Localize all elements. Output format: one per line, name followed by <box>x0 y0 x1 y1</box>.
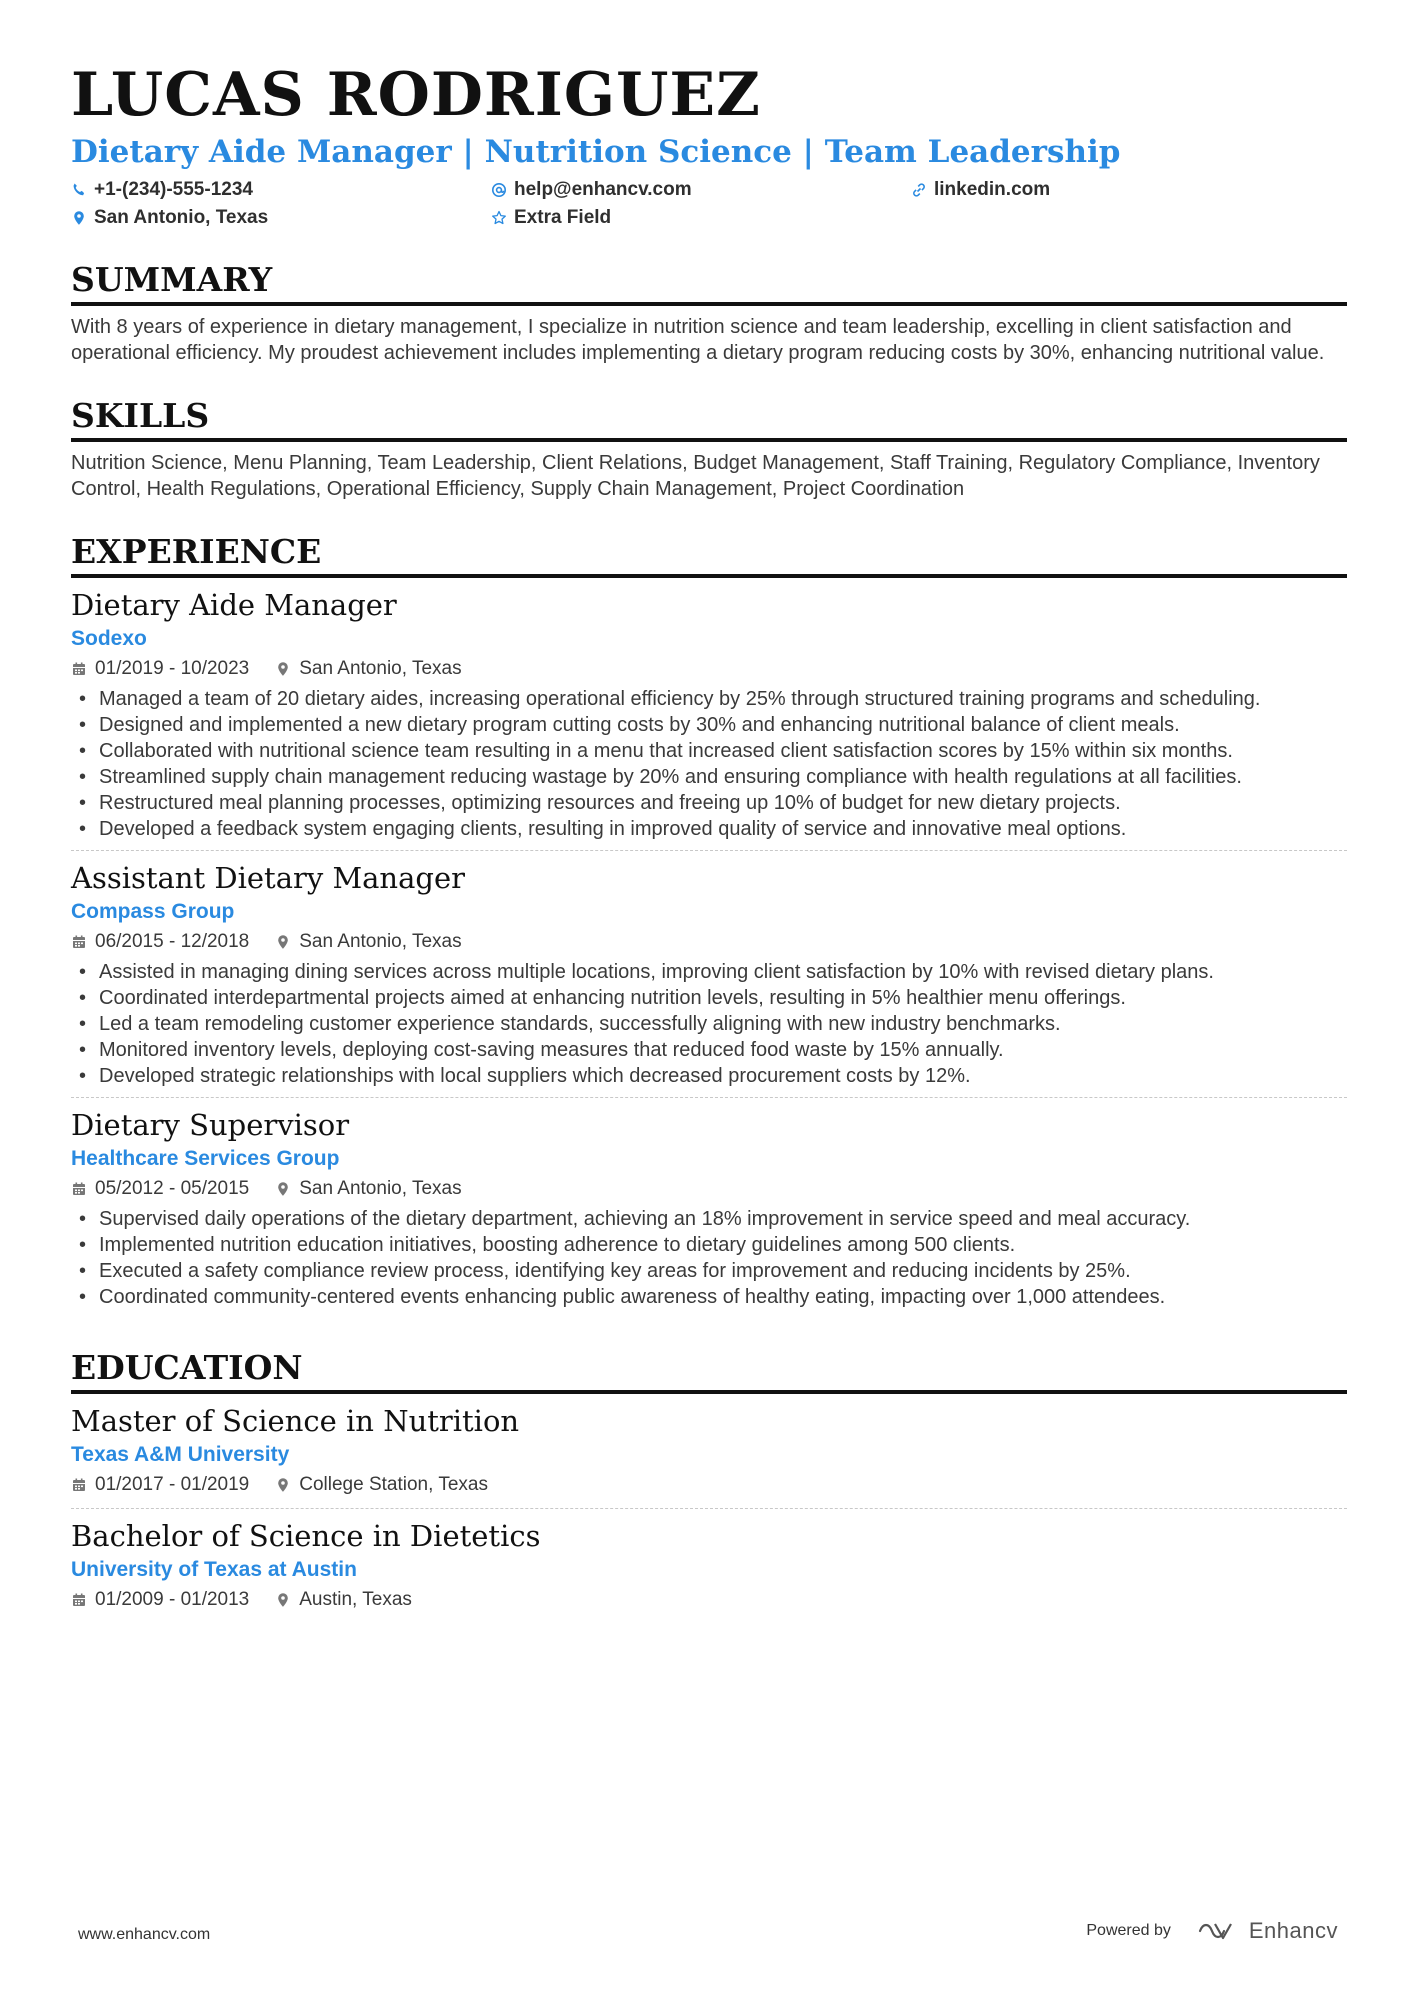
link-icon <box>911 182 927 198</box>
experience-section <box>71 532 1347 1318</box>
education-section <box>71 1348 1347 1623</box>
location-pin-icon <box>275 1181 291 1197</box>
bullet-item: • Managed a team of 20 dietary aides, increasing operational efficiency by 25% through structured training programs and scheduling. <box>71 686 1347 712</box>
job-dates: 06/2015 - 12/2018 <box>95 931 250 952</box>
degree-title: Bachelor of Science in Dietetics <box>71 1519 541 1553</box>
contact-email[interactable] <box>491 178 911 202</box>
job-location: San Antonio, Texas <box>299 931 462 952</box>
company-name[interactable]: Sodexo <box>71 627 147 650</box>
job-location: San Antonio, Texas <box>299 658 462 679</box>
summary-section <box>71 260 1347 366</box>
at-icon <box>491 182 507 198</box>
contact-email-text: help@enhancv.com <box>514 179 692 200</box>
summary-heading: SUMMARY <box>71 260 1347 306</box>
skills-heading: SKILLS <box>71 396 1347 442</box>
school-name[interactable]: University of Texas at Austin <box>71 1558 357 1581</box>
bullet-item: • Coordinated community-centered events enhancing public awareness of healthy eating, impacting over 1,000 attendees. <box>71 1284 1347 1310</box>
job-title: Assistant Dietary Manager <box>71 861 465 895</box>
contact-phone[interactable] <box>71 178 491 202</box>
enhancv-logo-icon <box>1197 1919 1243 1943</box>
location-pin-icon <box>275 934 291 950</box>
job-location: San Antonio, Texas <box>299 1178 462 1199</box>
education-dates: 01/2017 - 01/2019 <box>95 1474 250 1495</box>
experience-entry <box>71 586 1347 850</box>
contact-list <box>71 178 1347 230</box>
bullet-item: • Executed a safety compliance review process, identifying key areas for improvement and reducing incidents by 25%. <box>71 1258 1347 1284</box>
candidate-name: LUCAS RODRIGUEZ <box>71 60 761 130</box>
education-meta <box>71 1585 1347 1615</box>
calendar-icon <box>71 934 87 950</box>
contact-link[interactable] <box>911 178 1331 202</box>
location-pin-icon <box>275 1592 291 1608</box>
brand-name: Enhancv <box>1248 1918 1338 1943</box>
resume-header <box>71 60 1347 230</box>
degree-title: Master of Science in Nutrition <box>71 1404 520 1438</box>
bullet-item: • Designed and implemented a new dietary program cutting costs by 30% and enhancing nutritional balance of client meals. <box>71 712 1347 738</box>
bullet-item: • Collaborated with nutritional science team resulting in a menu that increased client satisfaction scores by 15% within six months. <box>71 738 1347 764</box>
powered-by[interactable] <box>1086 1918 1338 1944</box>
phone-icon <box>71 182 87 198</box>
education-meta <box>71 1470 1347 1500</box>
school-name[interactable]: Texas A&M University <box>71 1443 290 1466</box>
job-bullets <box>71 959 1347 1089</box>
education-entry <box>71 1508 1347 1623</box>
job-title: Dietary Supervisor <box>71 1108 350 1142</box>
bullet-item: • Monitored inventory levels, deploying cost-saving measures that reduced food waste by 15% annually. <box>71 1037 1347 1063</box>
location-pin-icon <box>71 210 87 226</box>
skills-text: Nutrition Science, Menu Planning, Team Leadership, Client Relations, Budget Management, Staff Training, Regulatory Compliance, Inventory Control, Health Regulations, Operational Efficiency, Supply Chain Management, Project Coordination <box>71 452 1320 500</box>
company-name[interactable]: Compass Group <box>71 900 235 923</box>
job-dates: 05/2012 - 05/2015 <box>95 1178 250 1199</box>
bullet-item: • Implemented nutrition education initiatives, boosting adherence to dietary guidelines among 500 clients. <box>71 1232 1347 1258</box>
job-title: Dietary Aide Manager <box>71 588 397 622</box>
education-location: College Station, Texas <box>299 1474 488 1495</box>
experience-heading: EXPERIENCE <box>71 532 1347 578</box>
bullet-item: • Assisted in managing dining services across multiple locations, improving client satisfaction by 10% with revised dietary plans. <box>71 959 1347 985</box>
calendar-icon <box>71 1592 87 1608</box>
skills-section <box>71 396 1347 502</box>
summary-text: With 8 years of experience in dietary management, I specialize in nutrition science and team leadership, excelling in client satisfaction and operational efficiency. My proudest achievement includes implementing a dietary program reducing costs by 30%, enhancing nutritional value. <box>71 316 1325 364</box>
experience-entry <box>71 1097 1347 1318</box>
bullet-item: • Developed a feedback system engaging clients, resulting in improved quality of service and innovative meal options. <box>71 816 1347 842</box>
bullet-item: • Supervised daily operations of the dietary department, achieving an 18% improvement in service speed and meal accuracy. <box>71 1206 1347 1232</box>
company-name[interactable]: Healthcare Services Group <box>71 1147 340 1170</box>
star-icon <box>491 210 507 226</box>
job-meta <box>71 654 1347 684</box>
bullet-item: • Led a team remodeling customer experience standards, successfully aligning with new industry benchmarks. <box>71 1011 1347 1037</box>
contact-extra-text: Extra Field <box>514 207 612 228</box>
job-meta <box>71 927 1347 957</box>
bullet-item: • Restructured meal planning processes, optimizing resources and freeing up 10% of budget for new dietary projects. <box>71 790 1347 816</box>
education-dates: 01/2009 - 01/2013 <box>95 1589 250 1610</box>
job-bullets <box>71 686 1347 842</box>
calendar-icon <box>71 661 87 677</box>
footer-website[interactable]: www.enhancv.com <box>78 1926 211 1943</box>
education-heading: EDUCATION <box>71 1348 1347 1394</box>
contact-extra <box>491 206 911 230</box>
resume-page <box>71 60 1347 1623</box>
bullet-item: • Developed strategic relationships with local suppliers which decreased procurement costs by 12%. <box>71 1063 1347 1089</box>
bullet-item: • Coordinated interdepartmental projects aimed at enhancing nutrition levels, resulting in 5% healthier menu offerings. <box>71 985 1347 1011</box>
contact-location-text: San Antonio, Texas <box>94 207 269 228</box>
contact-location <box>71 206 491 230</box>
job-meta <box>71 1174 1347 1204</box>
location-pin-icon <box>275 661 291 677</box>
job-dates: 01/2019 - 10/2023 <box>95 658 250 679</box>
job-bullets <box>71 1206 1347 1310</box>
calendar-icon <box>71 1477 87 1493</box>
candidate-headline: Dietary Aide Manager | Nutrition Science | Team Leadership <box>71 134 1121 170</box>
calendar-icon <box>71 1181 87 1197</box>
contact-phone-text: +1-(234)-555-1234 <box>94 179 253 200</box>
education-entry <box>71 1402 1347 1508</box>
location-pin-icon <box>275 1477 291 1493</box>
powered-by-label: Powered by <box>1086 1922 1171 1939</box>
contact-link-text: linkedin.com <box>934 179 1051 200</box>
bullet-item: • Streamlined supply chain management reducing wastage by 20% and ensuring compliance with health regulations at all facilities. <box>71 764 1347 790</box>
education-location: Austin, Texas <box>299 1589 412 1610</box>
experience-entry <box>71 850 1347 1097</box>
